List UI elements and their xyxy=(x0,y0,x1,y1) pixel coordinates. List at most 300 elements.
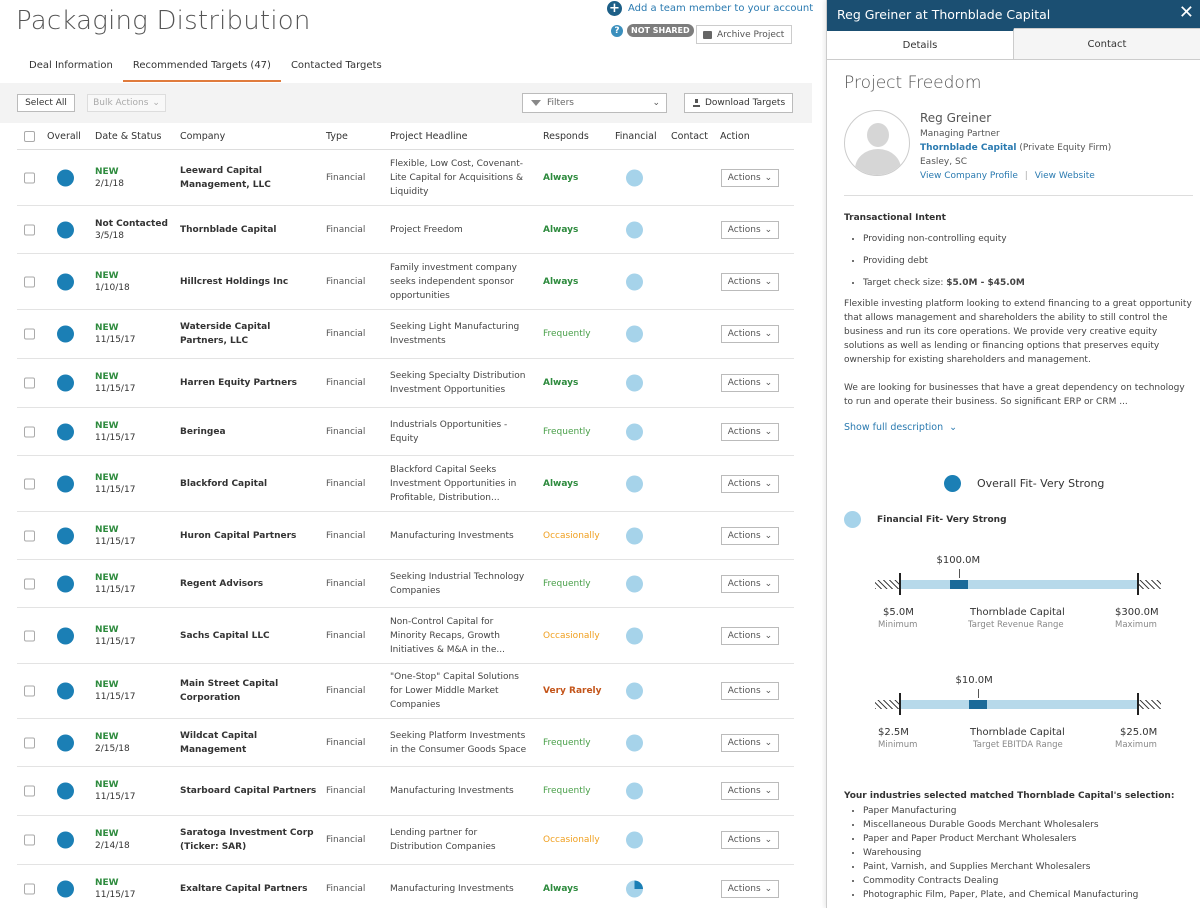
tab-bar xyxy=(0,58,392,84)
tab-contact[interactable]: Contact xyxy=(1014,28,1200,59)
responds-label: Occasionally xyxy=(543,530,600,541)
chevron-down-icon: ⌄ xyxy=(764,224,773,235)
not-shared-badge: NOT SHARED xyxy=(627,24,694,37)
chevron-down-icon: ⌄ xyxy=(764,530,773,541)
actions-label: Actions xyxy=(727,835,761,845)
status-label: NEW xyxy=(95,372,119,382)
actions-label: Actions xyxy=(727,786,761,796)
archive-project-button[interactable] xyxy=(696,25,792,44)
header-type: Type xyxy=(326,131,348,142)
date-status xyxy=(95,625,135,647)
row-checkbox[interactable] xyxy=(24,478,35,489)
financial-fit-dot xyxy=(626,832,643,849)
responds-label: Frequently xyxy=(543,426,591,437)
chevron-down-icon: ⌄ xyxy=(764,883,773,894)
tab-details[interactable]: Details xyxy=(827,28,1014,59)
date-label: 11/15/17 xyxy=(95,335,136,345)
financial-fit-dot xyxy=(626,375,643,392)
project-headline: Lending partner for Distribution Companies xyxy=(390,828,496,852)
date-status xyxy=(95,780,135,802)
date-status xyxy=(95,473,135,495)
revenue-center-sub: Target Revenue Range xyxy=(968,620,1064,630)
row-checkbox[interactable] xyxy=(24,786,35,797)
view-website-link[interactable]: View Website xyxy=(1034,171,1095,181)
intent-list xyxy=(863,234,1025,296)
overall-fit-dot xyxy=(57,832,74,849)
add-member-label: Add a team member to your account xyxy=(628,3,814,14)
project-headline: Seeking Light Manufacturing Investments xyxy=(390,322,520,346)
table-row[interactable] xyxy=(17,359,794,408)
table-row[interactable] xyxy=(17,150,794,206)
financial-fit-dot xyxy=(626,880,643,897)
description-2: We are looking for businesses that have a great dependency on technology to run and operate their business. So significant ERP or CRM ... xyxy=(844,383,1185,407)
date-status xyxy=(95,421,135,443)
project-headline: Project Freedom xyxy=(390,224,463,235)
project-headline: Blackford Capital Seeks Investment Opportunities in Profitable, Distribution... xyxy=(390,464,517,503)
date-status xyxy=(95,271,130,293)
company-name[interactable]: Harren Equity Partners xyxy=(180,378,297,388)
industry-item: • Miscellaneous Durable Goods Merchant Wholesalers xyxy=(863,818,1138,832)
ebitda-marker-pin xyxy=(978,689,979,698)
type-label: Financial xyxy=(326,786,366,796)
financial-fit-dot xyxy=(844,511,861,528)
tab-recommended-targets[interactable]: Recommended Targets (47) xyxy=(123,58,281,82)
industry-item: • Paper Manufacturing xyxy=(863,804,1138,818)
overall-fit-dot xyxy=(57,273,74,290)
actions-label: Actions xyxy=(727,478,761,489)
chevron-down-icon: ⌄ xyxy=(152,98,160,108)
project-title: Project Freedom xyxy=(844,73,982,93)
download-targets-button[interactable] xyxy=(684,93,793,113)
date-status xyxy=(95,372,135,394)
type-label: Financial xyxy=(326,224,366,235)
table-header xyxy=(17,123,794,150)
type-label: Financial xyxy=(326,426,366,437)
company-name[interactable]: Wildcat Capital Management xyxy=(180,730,258,755)
row-checkbox[interactable] xyxy=(24,737,35,748)
date-label: 11/15/17 xyxy=(95,636,136,647)
revenue-hatch-right xyxy=(1137,580,1161,589)
table-body xyxy=(17,150,794,908)
financial-fit xyxy=(844,511,1007,528)
overall-fit-dot xyxy=(57,683,74,700)
actions-button[interactable] xyxy=(721,423,779,441)
industries-title: Your industries selected matched Thornblade Capital's selection: xyxy=(844,791,1175,801)
date-label: 2/14/18 xyxy=(95,841,130,851)
financial-fit-dot xyxy=(626,326,643,343)
ebitda-marker xyxy=(969,700,987,709)
actions-button[interactable] xyxy=(721,169,779,187)
contact-firm-line xyxy=(920,141,1111,155)
status-label: NEW xyxy=(95,624,119,635)
help-icon[interactable]: ? xyxy=(611,25,623,37)
responds-label: Very Rarely xyxy=(543,686,602,696)
chevron-down-icon: ⌄ xyxy=(764,276,773,287)
status-label: NEW xyxy=(95,420,119,431)
tab-contacted-targets[interactable]: Contacted Targets xyxy=(290,60,382,71)
industry-item: • Commodity Contracts Dealing xyxy=(863,874,1138,888)
type-label: Financial xyxy=(326,276,366,287)
intent-item xyxy=(863,278,1025,288)
date-label: 3/5/18 xyxy=(95,230,124,241)
overall-fit-dot xyxy=(57,375,74,392)
table-row[interactable] xyxy=(17,310,794,359)
table-row[interactable] xyxy=(17,456,794,512)
company-name[interactable]: Main Street Capital Corporation xyxy=(180,679,279,703)
project-headline: Manufacturing Investments xyxy=(390,786,514,796)
chevron-down-icon: ⌄ xyxy=(764,835,773,845)
date-label: 11/15/17 xyxy=(95,792,136,802)
financial-fit-dot xyxy=(626,475,643,492)
company-name[interactable]: Thornblade Capital xyxy=(180,224,277,235)
table-row[interactable] xyxy=(17,560,794,608)
chevron-down-icon: ⌄ xyxy=(764,578,773,589)
actions-label: Actions xyxy=(727,172,761,183)
project-headline: Industrials Opportunities - Equity xyxy=(390,419,508,444)
table-row[interactable] xyxy=(17,767,794,816)
panel-tabs xyxy=(827,28,1200,60)
project-headline: Seeking Specialty Distribution Investment Opportunities xyxy=(390,371,526,395)
chevron-down-icon: ⌄ xyxy=(764,329,773,339)
responds-label: Always xyxy=(543,883,579,894)
actions-label: Actions xyxy=(727,578,761,589)
link-separator: | xyxy=(1024,171,1028,181)
status-label: NEW xyxy=(95,524,119,535)
responds-label: Frequently xyxy=(543,578,591,589)
revenue-marker-pin xyxy=(959,569,960,578)
avatar xyxy=(844,110,910,176)
ebitda-range xyxy=(875,675,1161,755)
contact-links xyxy=(920,169,1111,183)
responds-label: Always xyxy=(543,378,579,388)
date-status xyxy=(95,573,135,595)
contact-location: Easley, SC xyxy=(920,157,967,167)
status-label: NEW xyxy=(95,780,119,790)
company-name[interactable]: Saratoga Investment Corp (Ticker: SAR) xyxy=(180,828,314,852)
detail-panel xyxy=(826,0,1200,908)
actions-label: Actions xyxy=(727,686,761,696)
chevron-down-icon: ⌄ xyxy=(764,378,773,388)
ebitda-hatch-left xyxy=(875,700,899,709)
panel-title: Reg Greiner at Thornblade Capital xyxy=(837,6,1051,22)
project-headline: Seeking Industrial Technology Companies xyxy=(390,571,525,596)
actions-label: Actions xyxy=(727,630,761,641)
row-checkbox[interactable] xyxy=(24,378,35,389)
ebitda-max-label: Maximum xyxy=(1115,740,1157,750)
date-status xyxy=(95,525,135,547)
type-label: Financial xyxy=(326,883,366,894)
responds-label: Occasionally xyxy=(543,835,600,845)
date-status xyxy=(95,219,168,241)
date-label: 2/15/18 xyxy=(95,743,130,754)
header-company: Company xyxy=(180,131,226,142)
chevron-down-icon: ⌄ xyxy=(764,630,773,641)
status-label: NEW xyxy=(95,680,119,690)
date-label: 11/15/17 xyxy=(95,536,136,547)
actions-button[interactable] xyxy=(721,782,779,800)
close-icon[interactable]: ✕ xyxy=(1178,2,1194,23)
row-checkbox[interactable] xyxy=(24,578,35,589)
download-icon xyxy=(693,99,700,107)
actions-label: Actions xyxy=(727,224,761,235)
overall-fit-dot xyxy=(57,527,74,544)
row-checkbox[interactable] xyxy=(24,835,35,846)
targets-table xyxy=(17,123,794,908)
financial-fit-dot xyxy=(626,169,643,186)
check-size-label: Target check size: xyxy=(863,278,944,288)
table-row[interactable] xyxy=(17,865,794,908)
type-label: Financial xyxy=(326,835,366,845)
header-contact: Contact xyxy=(671,131,708,142)
add-team-member-link[interactable] xyxy=(607,1,813,16)
page-title: Packaging Distribution xyxy=(16,6,311,36)
select-all-checkbox[interactable] xyxy=(24,131,35,142)
actions-button[interactable] xyxy=(721,273,779,291)
type-label: Financial xyxy=(326,630,366,641)
actions-button[interactable] xyxy=(721,734,779,752)
financial-fit-dot xyxy=(626,273,643,290)
chevron-down-icon: ⌄ xyxy=(652,98,660,108)
financial-fit-dot xyxy=(626,423,643,440)
actions-label: Actions xyxy=(727,883,761,894)
ebitda-min-tick xyxy=(899,693,901,715)
type-label: Financial xyxy=(326,378,366,388)
responds-label: Always xyxy=(543,224,579,235)
actions-button[interactable] xyxy=(721,880,779,898)
overall-fit-label: Overall Fit- Very Strong xyxy=(977,477,1105,490)
project-headline: Family investment company seeks independent sponsor opportunities xyxy=(390,262,517,301)
check-size-value: $5.0M - $45.0M xyxy=(946,278,1025,288)
responds-label: Always xyxy=(543,276,579,287)
actions-button[interactable] xyxy=(721,527,779,545)
overall-fit-dot xyxy=(57,734,74,751)
actions-button[interactable] xyxy=(721,831,779,849)
date-label: 11/15/17 xyxy=(95,484,136,495)
responds-label: Occasionally xyxy=(543,630,600,641)
revenue-max-label: Maximum xyxy=(1115,620,1157,630)
actions-button[interactable] xyxy=(721,627,779,645)
company-name[interactable]: Beringea xyxy=(180,426,226,437)
ebitda-bar xyxy=(875,700,1161,709)
actions-button[interactable] xyxy=(721,682,779,700)
overall-fit-dot xyxy=(57,169,74,186)
revenue-range xyxy=(875,555,1161,635)
actions-label: Actions xyxy=(727,530,761,541)
status-label: NEW xyxy=(95,323,119,333)
description-1: Flexible investing platform looking to extend financing to a great opportunity that allows management and shareholders the ability to still control the business and run its core operations. We provide very creative equity solutions as well as lending or financing options that preserves equity ownership for existing shareholders and management. xyxy=(844,299,1192,365)
date-status xyxy=(95,680,135,702)
date-label: 11/15/17 xyxy=(95,432,136,443)
company-name[interactable]: Exaltare Capital Partners xyxy=(180,883,308,894)
financial-fit-dot xyxy=(626,734,643,751)
actions-label: Actions xyxy=(727,737,761,748)
table-row[interactable] xyxy=(17,254,794,310)
status-label: NEW xyxy=(95,270,119,281)
contact-name: Reg Greiner xyxy=(920,111,992,125)
chevron-down-icon: ⌄ xyxy=(764,737,773,748)
project-headline: Seeking Platform Investments in the Consumer Goods Space xyxy=(390,730,527,755)
status-label: NEW xyxy=(95,572,119,583)
company-name[interactable]: Huron Capital Partners xyxy=(180,530,297,541)
revenue-marker-value: $100.0M xyxy=(936,555,981,566)
header-responds: Responds xyxy=(543,131,589,142)
date-label: 11/15/17 xyxy=(95,384,136,394)
show-full-description-link[interactable] xyxy=(844,422,957,433)
actions-button[interactable] xyxy=(721,221,779,239)
row-checkbox[interactable] xyxy=(24,329,35,340)
contact-role: Managing Partner xyxy=(920,129,1000,139)
project-headline: Flexible, Low Cost, Covenant-Lite Capital for Acquisitions & Liquidity xyxy=(390,158,524,197)
divider xyxy=(844,195,1193,196)
company-name[interactable]: Leeward Capital Management, LLC xyxy=(180,165,271,190)
ebitda-max: $25.0M xyxy=(1120,727,1158,738)
firm-type: (Private Equity Firm) xyxy=(1019,143,1112,153)
table-row[interactable] xyxy=(17,719,794,767)
row-checkbox[interactable] xyxy=(24,686,35,697)
revenue-max-tick xyxy=(1137,573,1139,595)
panel-header xyxy=(827,0,1200,28)
revenue-bar xyxy=(875,580,1161,589)
type-label: Financial xyxy=(326,737,366,748)
ebitda-hatch-right xyxy=(1137,700,1161,709)
intent-title: Transactional Intent xyxy=(844,213,946,223)
header-overall: Overall xyxy=(47,131,81,142)
company-name[interactable]: Hillcrest Holdings Inc xyxy=(180,276,289,287)
date-label: 11/15/17 xyxy=(95,692,136,702)
status-label: NEW xyxy=(95,166,119,177)
chevron-down-icon: ⌄ xyxy=(764,172,773,183)
financial-fit-label: Financial Fit- Very Strong xyxy=(877,514,1007,525)
date-status xyxy=(95,878,135,900)
revenue-min-tick xyxy=(899,573,901,595)
actions-button[interactable] xyxy=(721,374,779,392)
date-status xyxy=(95,829,130,851)
revenue-hatch-left xyxy=(875,580,899,589)
header-date-status: Date & Status xyxy=(95,131,162,142)
revenue-min: $5.0M xyxy=(883,607,914,618)
date-status xyxy=(95,732,130,754)
header-action: Action xyxy=(720,131,750,142)
type-label: Financial xyxy=(326,686,366,696)
type-label: Financial xyxy=(326,172,366,183)
actions-button[interactable] xyxy=(721,475,779,493)
financial-fit-dot xyxy=(626,783,643,800)
table-row[interactable] xyxy=(17,664,794,719)
header-financial: Financial xyxy=(615,131,657,142)
table-row[interactable] xyxy=(17,206,794,254)
overall-fit-dot xyxy=(57,627,74,644)
responds-label: Frequently xyxy=(543,737,591,748)
financial-fit-dot xyxy=(626,527,643,544)
responds-label: Always xyxy=(543,172,579,183)
overall-fit-dot xyxy=(57,880,74,897)
date-label: 2/1/18 xyxy=(95,178,124,189)
table-row[interactable] xyxy=(17,512,794,560)
date-status xyxy=(95,167,124,189)
overall-fit-dot xyxy=(57,221,74,238)
industries-list xyxy=(863,804,1138,902)
revenue-min-label: Minimum xyxy=(878,620,918,630)
table-row[interactable] xyxy=(17,408,794,456)
project-headline: Manufacturing Investments xyxy=(390,530,514,541)
company-name[interactable]: Sachs Capital LLC xyxy=(180,630,270,641)
type-label: Financial xyxy=(326,578,366,589)
row-checkbox[interactable] xyxy=(24,276,35,287)
ebitda-center: Thornblade Capital xyxy=(970,727,1065,738)
chevron-down-icon: ⌄ xyxy=(764,478,773,489)
row-checkbox[interactable] xyxy=(24,630,35,641)
actions-button[interactable] xyxy=(721,325,779,343)
status-label: NEW xyxy=(95,472,119,483)
intent-item: • Providing debt xyxy=(863,256,1025,266)
financial-fit-dot xyxy=(626,221,643,238)
row-checkbox[interactable] xyxy=(24,172,35,183)
row-checkbox[interactable] xyxy=(24,426,35,437)
download-label: Download Targets xyxy=(705,98,786,108)
firm-link[interactable]: Thornblade Capital xyxy=(920,143,1017,153)
table-row[interactable] xyxy=(17,816,794,865)
plus-icon: + xyxy=(607,1,622,16)
company-name[interactable]: Starboard Capital Partners xyxy=(180,786,317,796)
overall-fit-dot xyxy=(944,475,961,492)
actions-label: Actions xyxy=(727,426,761,437)
filters-select[interactable] xyxy=(522,93,667,113)
actions-label: Actions xyxy=(727,378,761,388)
select-all-button[interactable]: Select All xyxy=(17,94,75,112)
industry-item: • Paper and Paper Product Merchant Wholesalers xyxy=(863,832,1138,846)
share-status xyxy=(611,24,694,37)
intent-item: • Providing non-controlling equity xyxy=(863,234,1025,244)
responds-label: Frequently xyxy=(543,329,591,339)
table-row[interactable] xyxy=(17,608,794,664)
financial-fit-dot xyxy=(626,575,643,592)
industry-item: • Photographic Film, Paper, Plate, and Chemical Manufacturing xyxy=(863,888,1138,902)
contact-info xyxy=(920,111,1111,183)
status-label: Not Contacted xyxy=(95,218,168,229)
chevron-down-icon: ⌄ xyxy=(764,786,773,796)
view-company-profile-link[interactable]: View Company Profile xyxy=(920,171,1018,181)
filter-icon xyxy=(531,100,541,106)
bulk-actions-button[interactable] xyxy=(87,94,166,112)
status-label: NEW xyxy=(95,731,119,742)
date-label: 11/15/17 xyxy=(95,889,136,900)
company-name[interactable]: Waterside Capital Partners, LLC xyxy=(180,322,271,346)
industry-item: • Warehousing xyxy=(863,846,1138,860)
overall-fit-dot xyxy=(57,783,74,800)
chevron-down-icon: ⌄ xyxy=(764,426,773,437)
overall-fit-dot xyxy=(57,575,74,592)
company-name[interactable]: Blackford Capital xyxy=(180,478,268,489)
row-checkbox[interactable] xyxy=(24,530,35,541)
ebitda-marker-value: $10.0M xyxy=(955,675,993,686)
revenue-max: $300.0M xyxy=(1115,607,1159,618)
company-name[interactable]: Regent Advisors xyxy=(180,578,264,589)
row-checkbox[interactable] xyxy=(24,883,35,894)
row-checkbox[interactable] xyxy=(24,224,35,235)
overall-fit-dot xyxy=(57,475,74,492)
filters-label: Filters xyxy=(547,98,574,108)
actions-button[interactable] xyxy=(721,575,779,593)
responds-label: Frequently xyxy=(543,786,591,796)
date-label: 11/15/17 xyxy=(95,584,136,595)
tab-deal-information[interactable]: Deal Information xyxy=(29,60,113,71)
project-headline: "One-Stop" Capital Solutions for Lower Middle Market Companies xyxy=(390,672,519,710)
financial-fit-dot xyxy=(626,627,643,644)
project-headline: Manufacturing Investments xyxy=(390,883,514,894)
project-headline: Non-Control Capital for Minority Recaps, Growth Initiatives & M&A in the... xyxy=(390,616,505,655)
revenue-marker xyxy=(950,580,968,589)
actions-label: Actions xyxy=(727,329,761,339)
